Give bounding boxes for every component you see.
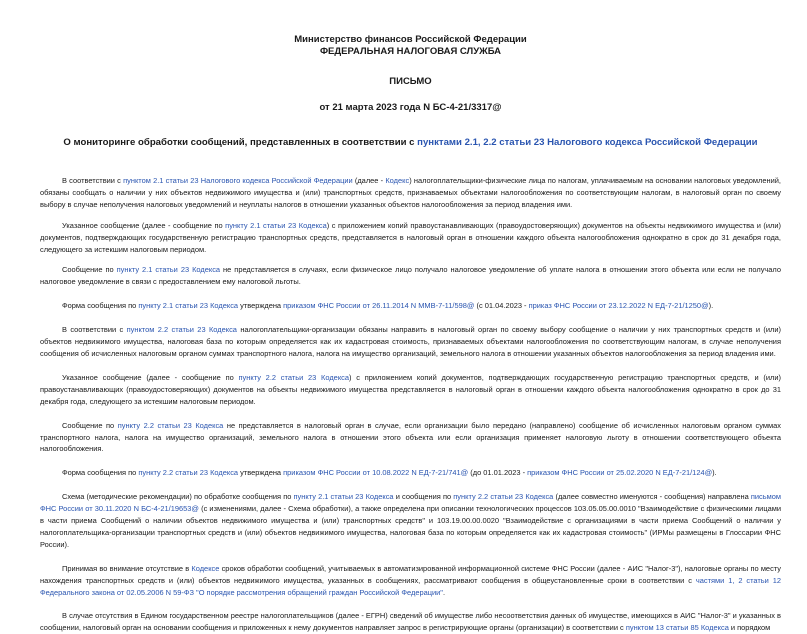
paragraph-text: Сообщение по: [62, 265, 117, 275]
paragraph-text: В случае отсутствия в Едином государственном реестре налогоплательщиков (далее - ЕГРН) сведений об имуществе либо несоответствия данных об имуществе, имеющихся в АИС "Налог-3" и указанных в сообщении, налоговый орган на основании сообщения и приложенных к нему документов направляет запрос в регистрирующие органы (организации) в соответствии с: [40, 611, 781, 633]
paragraph-text: Форма сообщения по: [62, 468, 139, 478]
reference-link[interactable]: пункту 2.1 статьи 23 Кодекса: [225, 220, 327, 230]
document-type: ПИСЬМО: [389, 76, 432, 87]
paragraph-text: налогоплательщики-организации обязаны направить в налоговый орган по своему выбору сообщение о наличии у них транспортных средств и (или) объектов недвижимого имущества, налоговая база по которым определяется как их кадастровая стоимость, признаваемых объектами налогообложения по соответствующим налогам, в случае неполучения сообщения об исчисленных налоговым органом суммах транспортного налога, налога на имущество организаций, земельного налога в отношении указанных объектов налогообложения за период владения ими.: [40, 325, 781, 358]
paragraph: [40, 175, 781, 211]
paragraph-text: .: [442, 587, 446, 597]
reference-link[interactable]: пунктом 2.1 статьи 23 Налогового кодекса Российской Федерации: [123, 176, 353, 185]
paragraph-text: Форма сообщения по: [62, 301, 139, 311]
reference-link[interactable]: пункту 2.2 статьи 23 Кодекса: [117, 420, 224, 430]
paragraph: [40, 220, 781, 256]
paragraph-text: и порядком: [728, 623, 771, 633]
reference-link[interactable]: Кодексе: [191, 563, 220, 573]
reference-link[interactable]: приказом ФНС России от 26.11.2014 N ММВ-7-11/598@: [283, 301, 475, 311]
document-header: [40, 34, 781, 114]
paragraph: [40, 264, 781, 288]
paragraph: [40, 324, 781, 360]
paragraph-text: утверждена: [238, 468, 284, 478]
paragraph-text: ) с приложением копий документов, подтверждающих государственную регистрацию транспортных средств, и (или) правоустанавливающих (правоудостоверяющих) документов на объекты недвижимого имущества представляется в налоговый орган в отношении каждого объекта налогообложения однократно в срок до 31 декабря года, следующего за истекшим налоговым периодом.: [40, 372, 782, 406]
reference-link[interactable]: пункту 2.1 статьи 23 Кодекса: [138, 301, 239, 311]
document-number: от 21 марта 2023 года N БС-4-21/3317@: [319, 102, 502, 113]
paragraph-text: (до 01.01.2023 -: [468, 468, 528, 478]
paragraph-text: Принимая во внимание отсутствие в: [62, 563, 192, 573]
document-page: [0, 34, 807, 633]
paragraph-text: (далее -: [352, 176, 386, 185]
paragraph-text: Указанное сообщение (далее - сообщение по: [62, 220, 226, 230]
ministry-name: Министерство финансов Российской Федерации: [294, 34, 527, 45]
document-body: [40, 175, 781, 634]
paragraph-text: ).: [712, 468, 717, 478]
paragraph-text: утверждена: [238, 301, 284, 311]
title-link[interactable]: пунктами 2.1, 2.2 статьи 23 Налогового кодекса Российской Федерации: [417, 137, 758, 148]
reference-link[interactable]: пункту 2.1 статьи 23 Кодекса: [293, 492, 394, 502]
paragraph: [40, 372, 781, 408]
paragraph-text: Указанное сообщение (далее - сообщение по: [62, 372, 239, 382]
paragraph-text: не представляется в налоговый орган в случае, если организации было передано (направлено) сообщение об исчисленных налоговым органом суммах транспортного налога, налога на имущество организаций, земельного налога в отношении этого объекта или если организация применяет налоговую льготу в отношении соответствующего объекта налогообложения.: [40, 420, 781, 454]
reference-link[interactable]: пунктом 13 статьи 85 Кодекса: [625, 623, 729, 633]
document-title: [40, 137, 781, 149]
paragraph: [40, 467, 781, 479]
paragraph-text: сроков обработки сообщений, учитываемых в автоматизированной информационной системе ФНС России (далее - АИС "Налог-3"), налоговые органы по месту нахождения транспортных средств и (или) объектов недвижимого имущества, указанных в сообщениях, рассматривают сообщения в общеустановленные сроки в соответствии с: [40, 563, 781, 585]
reference-link[interactable]: пункту 2.1 статьи 23 Кодекса: [116, 265, 221, 275]
paragraph-text: Сообщение по: [62, 420, 118, 430]
reference-link[interactable]: пункту 2.2 статьи 23 Кодекса: [453, 492, 554, 502]
paragraph-text: (с 01.04.2023 -: [474, 301, 529, 311]
paragraph-text: В соответствии с: [62, 325, 127, 335]
paragraph-text: В соответствии с: [62, 176, 124, 185]
paragraph: [40, 420, 781, 456]
reference-link[interactable]: приказом ФНС России от 25.02.2020 N ЕД-7-21/124@: [527, 468, 713, 478]
reference-link[interactable]: пункту 2.2 статьи 23 Кодекса: [238, 372, 350, 382]
paragraph-text: и сообщения по: [393, 492, 454, 502]
paragraph: [40, 491, 781, 551]
paragraph: [40, 563, 781, 599]
reference-link[interactable]: приказ ФНС России от 23.12.2022 N ЕД-7-21/1250@: [528, 301, 709, 311]
reference-link[interactable]: Кодекс: [385, 176, 410, 185]
paragraph: [40, 610, 781, 634]
paragraph-text: (далее совместно именуются - сообщения) направлена: [553, 492, 751, 502]
paragraph-text: ) с приложением копий правоустанавливающих (правоудостоверяющих) документов на объекты недвижимого имущества и (или) документов, подтверждающих государственную регистрацию транспортных средств, представляется в налоговый орган в отношении каждого объекта налогообложения однократно в срок до 31 декабря года, следующего за истекшим налоговым периодом.: [40, 220, 781, 254]
paragraph-text: Схема (методические рекомендации) по обработке сообщения по: [62, 492, 294, 502]
reference-link[interactable]: пунктом 2.2 статьи 23 Кодекса: [126, 325, 237, 335]
paragraph-text: ).: [708, 301, 714, 311]
reference-link[interactable]: частями 1, 2 статьи 12 Федерального закона от 02.05.2006 N 59-ФЗ "О порядке рассмотрения обращений граждан Российской Федерации": [40, 575, 781, 597]
paragraph-text: ) налогоплательщики-физические лица по налогам, уплачиваемым на основании налоговых уведомлений, обязаны сообщать о наличии у них объектов недвижимого имущества и (или) транспортных средств, признаваемых объектами налогообложения по соответствующим налогам, в налоговый орган по своему выбору в случае неполучения налоговых уведомлений и неуплаты налогов в отношении указанных объектов налогообложения за период владения ими.: [40, 176, 781, 209]
service-name: ФЕДЕРАЛЬНАЯ НАЛОГОВАЯ СЛУЖБА: [319, 46, 502, 57]
reference-link[interactable]: приказом ФНС России от 10.08.2022 N ЕД-7-21/741@: [283, 468, 469, 478]
reference-link[interactable]: письмом ФНС России от 30.11.2020 N БС-4-21/19653@: [40, 492, 782, 514]
title-prefix: О мониторинге обработки сообщений, представленных в соответствии с: [63, 137, 418, 148]
paragraph-text: не представляется в случаях, если физическое лицо получало налоговое уведомление об уплате налога в отношении этого объекта или если не получало налоговое уведомление в связи с предоставлением ему налоговой льготы.: [40, 265, 781, 287]
paragraph-text: (с изменениями, далее - Схема обработки), а также определена при описании технологических процессов 103.05.05.00.0010 "Взаимодействие с физическими лицами в части приема Сообщений о наличии объектов недвижимого имущества и (или) транспортных средств" и 103.19.00.00.0020 "Взаимодействие с организациями в части приема Сообщений о наличии у налогоплательщика-организации транспортных средств и (или) объектов недвижимого имущества, налоговая база по которым определяется как их кадастровая стоимость" (ИРМы размещены в Глоссарии ФНС России).: [40, 504, 782, 549]
reference-link[interactable]: пункту 2.2 статьи 23 Кодекса: [138, 468, 239, 478]
paragraph: [40, 300, 781, 312]
